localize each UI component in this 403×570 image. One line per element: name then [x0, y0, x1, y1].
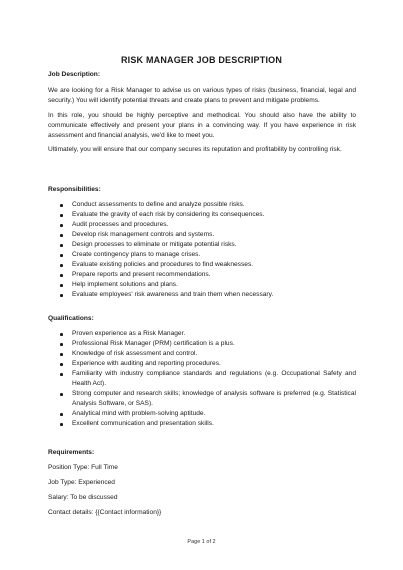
bullet-icon	[60, 353, 63, 356]
bullet-icon	[60, 234, 63, 237]
bullet-icon	[60, 274, 63, 277]
job-description-paragraph-2: In this role, you should be highly perceptive and methodical. You should also have the ability to communicate effectively and present your plans in a convincing way. If you have experience in risk assessment and financial analysis, we'd like to meet you.	[48, 112, 356, 139]
position-type: Position Type: Full Time	[48, 464, 118, 471]
qualifications-item-text: Familiarity with industry compliance standards and regulations (e.g. Occupational Safety and Health Act).	[72, 370, 356, 387]
responsibilities-item	[48, 290, 356, 300]
bullet-icon	[60, 244, 63, 247]
responsibilities-item-text: Evaluate the gravity of each risk by considering its consequences.	[72, 211, 265, 218]
responsibilities-item	[48, 260, 356, 270]
responsibilities-item-text: Evaluate existing policies and procedures to find weaknesses.	[72, 261, 254, 268]
responsibilities-item-text: Help implement solutions and plans.	[72, 281, 178, 288]
responsibilities-item	[48, 240, 356, 250]
bullet-icon	[60, 393, 63, 396]
responsibilities-list	[48, 200, 356, 300]
responsibilities-heading: Responsibilities:	[48, 186, 101, 193]
qualifications-item	[48, 329, 356, 339]
contact-details: Contact details: {{Contact information}}	[48, 509, 162, 516]
job-description-paragraph-1: We are looking for a Risk Manager to advise us on various types of risks (business, financial, legal and security.) You will identify potential threats and create plans to prevent and mitigate problems.	[48, 87, 356, 104]
qualifications-item-text: Analytical mind with problem-solving aptitude.	[72, 410, 206, 417]
qualifications-heading: Qualifications:	[48, 315, 94, 322]
bullet-icon	[60, 413, 63, 416]
qualifications-item-text: Professional Risk Manager (PRM) certification is a plus.	[72, 340, 235, 347]
qualifications-item-text: Knowledge of risk assessment and control.	[72, 350, 198, 357]
job-description-section	[48, 70, 356, 80]
qualifications-item-text: Excellent communication and presentation skills.	[72, 420, 214, 427]
responsibilities-item	[48, 250, 356, 260]
responsibilities-item	[48, 280, 356, 290]
document-title: RISK MANAGER JOB DESCRIPTION	[120, 55, 283, 65]
qualifications-section	[48, 329, 356, 429]
responsibilities-item-text: Conduct assessments to define and analyze possible risks.	[72, 201, 245, 208]
bullet-icon	[60, 254, 63, 257]
qualifications-item-text: Proven experience as a Risk Manager.	[72, 330, 186, 337]
requirements-heading: Requirements:	[48, 449, 95, 456]
bullet-icon	[60, 204, 63, 207]
responsibilities-item	[48, 230, 356, 240]
qualifications-item	[48, 339, 356, 349]
qualifications-item	[48, 389, 356, 409]
responsibilities-item	[48, 270, 356, 280]
responsibilities-item	[48, 220, 356, 230]
responsibilities-item-text: Develop risk management controls and systems.	[72, 231, 215, 238]
responsibilities-item-text: Prepare reports and present recommendations.	[72, 271, 211, 278]
qualifications-item-text: Experience with auditing and reporting procedures.	[72, 360, 221, 367]
qualifications-item	[48, 419, 356, 429]
bullet-icon	[60, 264, 63, 267]
bullet-icon	[60, 343, 63, 346]
qualifications-item	[48, 409, 356, 419]
responsibilities-item-text: Audit processes and procedures.	[72, 221, 169, 228]
responsibilities-item	[48, 200, 356, 210]
responsibilities-item-text: Create contingency plans to manage crises.	[72, 251, 201, 258]
bullet-icon	[60, 423, 63, 426]
salary: Salary: To be discussed	[48, 494, 118, 501]
bullet-icon	[60, 294, 63, 297]
responsibilities-section	[48, 200, 356, 300]
responsibilities-item	[48, 210, 356, 220]
responsibilities-item-text: Design processes to eliminate or mitigate potential risks.	[72, 241, 237, 248]
bullet-icon	[60, 373, 63, 376]
qualifications-item	[48, 359, 356, 369]
qualifications-list	[48, 329, 356, 429]
qualifications-item	[48, 349, 356, 359]
bullet-icon	[60, 333, 63, 336]
job-description-heading: Job Description:	[48, 71, 101, 78]
bullet-icon	[60, 214, 63, 217]
bullet-icon	[60, 284, 63, 287]
bullet-icon	[60, 224, 63, 227]
page-number: Page 1 of 2	[187, 539, 216, 545]
job-description-paragraph-3: Ultimately, you will ensure that our company secures its reputation and profitability by controlling risk.	[48, 146, 342, 153]
qualifications-item-text: Strong computer and research skills; knowledge of analysis software is preferred (e.g. Statistical Analysis Software, or SAS).	[72, 390, 356, 407]
bullet-icon	[60, 363, 63, 366]
responsibilities-item-text: Evaluate employees' risk awareness and train them when necessary.	[72, 291, 274, 298]
qualifications-item	[48, 369, 356, 389]
job-type: Job Type: Experienced	[48, 479, 115, 486]
